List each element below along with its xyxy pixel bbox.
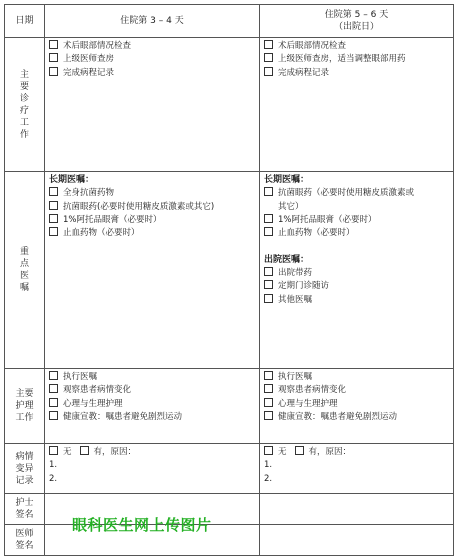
- nursing-col1: [45, 369, 260, 444]
- checkbox[interactable]: [264, 187, 273, 196]
- checkbox[interactable]: [49, 214, 58, 223]
- checklist-item: 抗菌眼药(必要时使用糖皮质激素或其它): [49, 201, 256, 214]
- checklist-item: 抗菌眼药（必要时使用糖皮质激素或: [264, 187, 450, 200]
- nursing-col2: [260, 369, 454, 444]
- orders-label: 重点医嘱: [19, 247, 29, 293]
- variation-label-cell: [5, 444, 45, 494]
- long-term-orders-heading: 长期医嘱：: [49, 175, 95, 185]
- col1-header: [45, 5, 260, 38]
- variation-col1: [45, 444, 260, 494]
- checklist-item: 上级医师查房: [49, 53, 256, 66]
- variation-col2: [260, 444, 454, 494]
- checklist-item: 上级医师查房，适当调整眼部用药: [264, 53, 450, 66]
- checklist-item: 完成病程记录: [49, 67, 256, 80]
- col2-header: [260, 5, 454, 38]
- checkbox[interactable]: [264, 214, 273, 223]
- checkbox[interactable]: [49, 187, 58, 196]
- doctor-sign-label-cell: [5, 525, 45, 556]
- checkbox[interactable]: [49, 371, 58, 380]
- checklist-item: 全身抗菌药物: [49, 187, 256, 200]
- checkbox[interactable]: [264, 40, 273, 49]
- variation-label: 病情变异记录: [15, 451, 34, 486]
- orders-col1: [45, 172, 260, 369]
- checklist-item: 定期门诊随访: [264, 280, 450, 293]
- checklist-item: 其他医嘱: [264, 294, 450, 307]
- diagnosis-col2: [260, 38, 454, 172]
- date-label-cell: [5, 5, 45, 38]
- watermark-text: 眼科医生网上传图片: [72, 516, 212, 534]
- checkbox[interactable]: [264, 67, 273, 76]
- checklist-item: 执行医嘱: [264, 371, 450, 384]
- diagnosis-label: 主要诊疗工作: [19, 69, 29, 140]
- checkbox[interactable]: [49, 53, 58, 62]
- diagnosis-label-cell: [5, 38, 45, 172]
- col2-title: 住院第 5 – 6 天: [324, 10, 389, 20]
- diagnosis-col1: [45, 38, 260, 172]
- checkbox[interactable]: [264, 227, 273, 236]
- checkbox[interactable]: [49, 40, 58, 49]
- discharge-orders-heading: 出院医嘱：: [264, 254, 310, 265]
- checkbox[interactable]: [264, 53, 273, 62]
- checkbox[interactable]: [49, 67, 58, 76]
- nurse-sign-label: 护士签名: [15, 498, 34, 520]
- checkbox[interactable]: [264, 294, 273, 303]
- checklist-item: 观察患者病情变化: [264, 384, 450, 397]
- checklist-item: 止血药物（必要时）: [264, 227, 450, 240]
- variation-item: 1.: [49, 460, 58, 471]
- checklist-item: 心理与生理护理: [49, 398, 256, 411]
- checkbox[interactable]: [49, 411, 58, 420]
- has-variation-checkbox[interactable]: [80, 446, 89, 455]
- doctor-sign-col2[interactable]: [260, 525, 454, 556]
- orders-label-cell: [5, 172, 45, 369]
- checkbox[interactable]: [264, 280, 273, 289]
- checkbox[interactable]: [264, 267, 273, 276]
- has-variation-checkbox[interactable]: [295, 446, 304, 455]
- variation-item: 2.: [264, 473, 273, 484]
- checkbox[interactable]: [264, 398, 273, 407]
- checklist-item: 1%阿托品眼膏（必要时）: [264, 214, 450, 227]
- checklist-item: 出院带药: [264, 267, 450, 280]
- checkbox[interactable]: [49, 398, 58, 407]
- doctor-sign-label: 医师签名: [15, 529, 34, 551]
- date-label: 日期: [15, 16, 34, 26]
- checklist-item-continuation: 其它）: [278, 201, 304, 212]
- checkbox[interactable]: [264, 411, 273, 420]
- checklist-item: 止血药物（必要时）: [49, 227, 256, 240]
- variation-choice: 无 有，原因：: [264, 446, 450, 459]
- checkbox[interactable]: [49, 227, 58, 236]
- orders-col2: [260, 172, 454, 369]
- checklist-item: 1%阿托品眼膏（必要时）: [49, 214, 256, 227]
- long-term-orders-heading: 长期医嘱：: [264, 175, 310, 185]
- checklist-item: 术后眼部情况检查: [264, 40, 450, 53]
- variation-item: 1.: [264, 460, 273, 471]
- checkbox[interactable]: [49, 384, 58, 393]
- checklist-item: 术后眼部情况检查: [49, 40, 256, 53]
- checkbox[interactable]: [49, 201, 58, 210]
- nursing-label-cell: [5, 369, 45, 444]
- col1-title: 住院第 3 – 4 天: [120, 16, 184, 26]
- variation-item: 2.: [49, 473, 58, 484]
- clinical-pathway-table: [4, 4, 453, 556]
- checklist-item: 健康宣教：嘱患者避免剧烈运动: [49, 411, 256, 424]
- checkbox[interactable]: [264, 371, 273, 380]
- col2-subtitle: （出院日）: [333, 22, 379, 32]
- no-variation-checkbox[interactable]: [264, 446, 273, 455]
- checklist-item: 健康宣教：嘱患者避免剧烈运动: [264, 411, 450, 424]
- checklist-item: 执行医嘱: [49, 371, 256, 384]
- checklist-item: 观察患者病情变化: [49, 384, 256, 397]
- checklist-item: 完成病程记录: [264, 67, 450, 80]
- checklist-item: 心理与生理护理: [264, 398, 450, 411]
- checkbox[interactable]: [264, 384, 273, 393]
- nurse-sign-col2[interactable]: [260, 494, 454, 525]
- nurse-sign-label-cell: [5, 494, 45, 525]
- variation-choice: 无 有，原因：: [49, 446, 256, 459]
- nursing-label: 主要护理工作: [15, 389, 34, 423]
- no-variation-checkbox[interactable]: [49, 446, 58, 455]
